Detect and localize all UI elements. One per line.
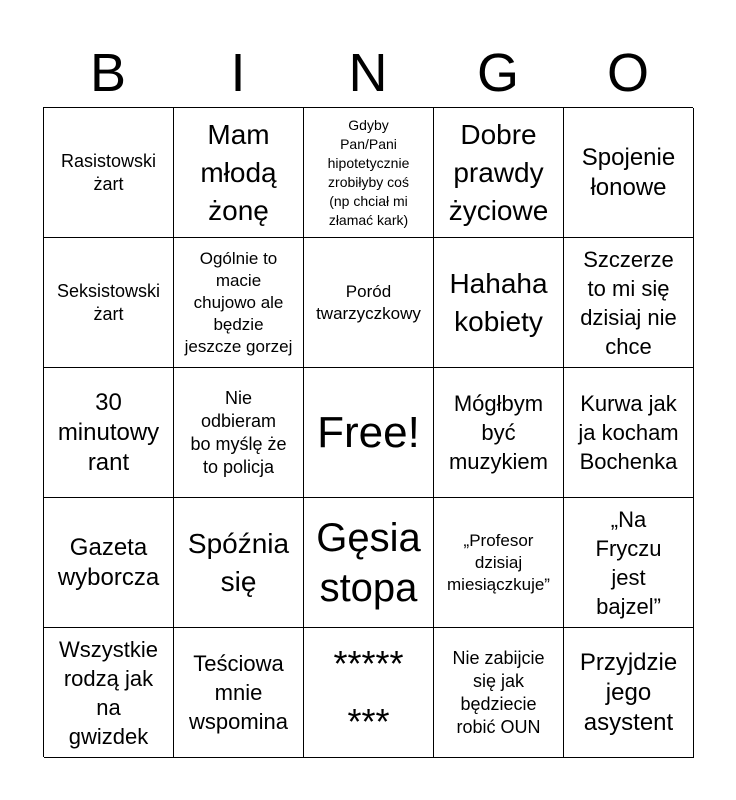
bingo-header <box>43 38 693 108</box>
bingo-cell[interactable]: Mógłbym być muzykiem <box>434 368 564 498</box>
bingo-cell[interactable]: Mam młodą żonę <box>174 108 304 238</box>
bingo-cell[interactable]: Gdyby Pan/Pani hipotetycznie zrobiłyby coś (np chciał mi złamać kark) <box>304 108 434 238</box>
bingo-cell[interactable]: Ogólnie to macie chujowo ale będzie jeszcze gorzej <box>174 238 304 368</box>
bingo-cell[interactable]: Kurwa jak ja kocham Bochenka <box>564 368 694 498</box>
bingo-cell[interactable]: Rasistowski żart <box>44 108 174 238</box>
bingo-cell[interactable]: ***** *** <box>304 628 434 758</box>
bingo-cell[interactable]: Przyjdzie jego asystent <box>564 628 694 758</box>
header-letter-i: I <box>230 43 246 103</box>
bingo-cell[interactable]: Poród twarzyczkowy <box>304 238 434 368</box>
bingo-cell[interactable]: Wszystkie rodzą jak na gwizdek <box>44 628 174 758</box>
header-letter-o: O <box>606 43 649 103</box>
bingo-cell[interactable]: Nie zabijcie się jak będziecie robić OUN <box>434 628 564 758</box>
bingo-board <box>43 107 693 757</box>
bingo-cell[interactable]: Szczerze to mi się dzisiaj nie chce <box>564 238 694 368</box>
bingo-cell[interactable]: Dobre prawdy życiowe <box>434 108 564 238</box>
bingo-cell[interactable]: Teściowa mnie wspomina <box>174 628 304 758</box>
header-letter-g: G <box>476 43 519 103</box>
bingo-cell[interactable]: „Na Fryczu jest bajzel” <box>564 498 694 628</box>
bingo-cell[interactable]: Nie odbieram bo myślę że to policja <box>174 368 304 498</box>
bingo-cell[interactable]: Hahaha kobiety <box>434 238 564 368</box>
bingo-cell[interactable]: Gęsia stopa <box>304 498 434 628</box>
bingo-cell[interactable]: Seksistowski żart <box>44 238 174 368</box>
bingo-cell[interactable]: Spóźnia się <box>174 498 304 628</box>
free-space-cell[interactable]: Free! <box>304 368 434 498</box>
bingo-cell[interactable]: Spojenie łonowe <box>564 108 694 238</box>
bingo-cell[interactable]: „Profesor dzisiaj miesiączkuje” <box>434 498 564 628</box>
bingo-cell[interactable]: 30 minutowy rant <box>44 368 174 498</box>
header-letter-b: B <box>89 43 127 103</box>
bingo-cell[interactable]: Gazeta wyborcza <box>44 498 174 628</box>
header-letter-n: N <box>348 43 388 103</box>
